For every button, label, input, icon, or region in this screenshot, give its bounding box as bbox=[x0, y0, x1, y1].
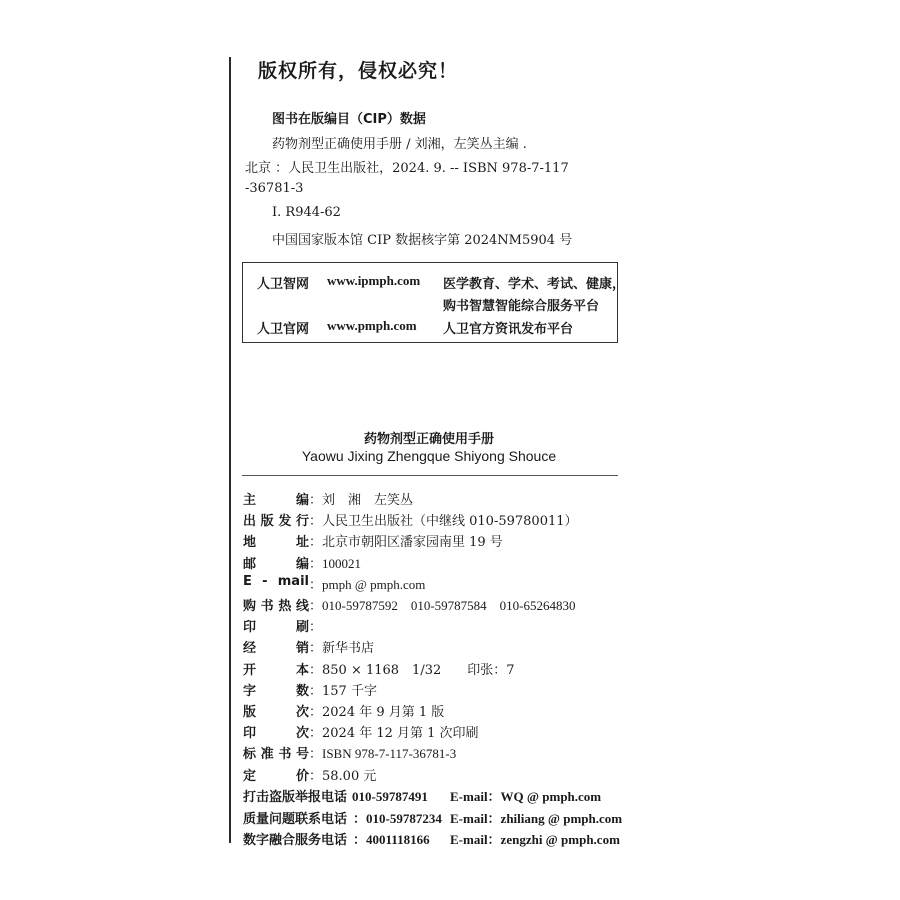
label-char: 址 bbox=[295, 535, 309, 551]
label-char: 印 bbox=[243, 726, 257, 742]
contact-email: E-mail：WQ @ pmph.com bbox=[450, 789, 602, 804]
contact-email: E-mail：zengzhi @ pmph.com bbox=[450, 832, 620, 847]
colophon-value: ：人民卫生出版社（中继线 010-59780011） bbox=[309, 514, 578, 530]
colophon-value: ：ISBN 978-7-117-36781-3 bbox=[309, 746, 457, 762]
colophon-label bbox=[243, 553, 309, 572]
site1-url[interactable]: www.ipmph.com bbox=[327, 273, 421, 288]
book-title-pinyin: Yaowu Jixing Zhengque Shiyong Shouce bbox=[301, 448, 557, 464]
site1-desc-2: 购书智慧智能综合服务平台 bbox=[443, 299, 600, 314]
label-char: 印 bbox=[243, 620, 257, 636]
label-char: 数 bbox=[295, 683, 309, 699]
label-char: 号 bbox=[295, 747, 309, 763]
label-char: - bbox=[262, 573, 268, 589]
label-char: 销 bbox=[295, 641, 309, 657]
label-char: 刷 bbox=[295, 620, 309, 636]
label-char: 价 bbox=[295, 768, 309, 784]
label-char: 定 bbox=[243, 768, 257, 784]
colophon-label bbox=[243, 510, 309, 529]
cip-title: 图书在版编目（CIP）数据 bbox=[272, 112, 426, 127]
colophon-value: ：pmph @ pmph.com bbox=[309, 576, 426, 592]
colophon-label bbox=[243, 701, 309, 720]
label-char: 开 bbox=[243, 662, 257, 678]
contact-phone: ：010-59787234 bbox=[353, 810, 442, 826]
colophon-label bbox=[243, 616, 309, 635]
label-char: 书 bbox=[260, 599, 274, 614]
copyright-notice: 版权所有，侵权必究！ bbox=[258, 60, 459, 82]
label-char: 地 bbox=[243, 535, 257, 551]
label-char: 标 bbox=[243, 747, 257, 763]
cip-line-1: 药物剂型正确使用手册 / 刘湘，左笑丛主编 . bbox=[272, 137, 527, 152]
label-char: 主 bbox=[243, 493, 257, 508]
colophon-value: ：刘 湘 左笑丛 bbox=[309, 493, 414, 508]
cip-line-3: -36781-3 bbox=[245, 181, 304, 196]
label-char: 经 bbox=[243, 641, 257, 657]
cip-line-5: 中国国家版本馆 CIP 数据核字第 2024NM5904 号 bbox=[272, 233, 573, 248]
label-char: 发 bbox=[278, 514, 292, 530]
colophon-label bbox=[243, 595, 309, 614]
cip-line-2: 北京 ：人民卫生出版社，2024. 9. -- ISBN 978-7-117 bbox=[245, 161, 569, 176]
colophon-label bbox=[243, 489, 309, 508]
site2-url[interactable]: www.pmph.com bbox=[327, 318, 417, 333]
colophon-label bbox=[243, 637, 309, 656]
label-char: 版 bbox=[243, 705, 257, 720]
colophon-value: ：157 千字 bbox=[309, 683, 377, 699]
site1-name: 人卫智网 bbox=[257, 277, 310, 292]
contact-label: 数字融合服务电话 bbox=[243, 833, 348, 848]
contact-label: 质量问题联系电话 bbox=[243, 811, 348, 827]
contact-phone: ：010-59787491 bbox=[339, 789, 428, 804]
website-info-box bbox=[242, 262, 626, 343]
colophon-label bbox=[243, 659, 309, 678]
contact-email: E-mail：zhiliang @ pmph.com bbox=[450, 810, 623, 826]
label-char: 编 bbox=[295, 556, 309, 572]
label-char: 本 bbox=[295, 662, 309, 678]
colophon-value: ：58.00 元 bbox=[309, 768, 377, 784]
label-char: mail bbox=[277, 573, 309, 589]
label-char: 出 bbox=[243, 514, 257, 530]
colophon-label bbox=[243, 531, 309, 550]
label-char: 热 bbox=[278, 599, 292, 614]
colophon-label bbox=[243, 722, 309, 741]
contact-phone: ：4001118166 bbox=[353, 832, 430, 847]
site1-desc-1: 医学教育、学术、考试、健康， bbox=[443, 277, 626, 292]
colophon-value: ：010-59787592 010-59787584 010-65264830 bbox=[309, 598, 576, 613]
label-char: 准 bbox=[260, 747, 274, 763]
colophon-label bbox=[243, 765, 309, 784]
colophon-value: ： bbox=[309, 619, 323, 635]
colophon-value: ：北京市朝阳区潘家园南里 19 号 bbox=[309, 535, 503, 551]
colophon-value: ：2024 年 12 月第 1 次印刷 bbox=[309, 726, 479, 742]
label-char: 购 bbox=[243, 599, 257, 614]
label-char: 邮 bbox=[243, 556, 257, 572]
label-char: 次 bbox=[295, 705, 309, 720]
site2-name: 人卫官网 bbox=[257, 322, 310, 337]
colophon-value: ：2024 年 9 月第 1 版 bbox=[309, 705, 445, 720]
contact-label: 打击盗版举报电话 bbox=[243, 790, 348, 805]
divider bbox=[242, 475, 618, 476]
label-char: 字 bbox=[243, 683, 257, 699]
colophon-value: ：新华书店 bbox=[309, 641, 375, 657]
label-char: 行 bbox=[295, 514, 309, 530]
label-char: E bbox=[243, 573, 252, 589]
cip-line-4: Ⅰ. R944-62 bbox=[272, 205, 341, 220]
label-char: 版 bbox=[260, 514, 274, 530]
label-char: 次 bbox=[295, 726, 309, 742]
colophon-label bbox=[243, 574, 309, 589]
colophon-label bbox=[243, 743, 309, 762]
colophon-value: ：850 × 1168 1/32 印张：7 bbox=[309, 662, 515, 678]
label-char: 书 bbox=[278, 747, 292, 763]
book-title-chinese: 药物剂型正确使用手册 bbox=[363, 432, 494, 447]
label-char: 线 bbox=[295, 599, 309, 614]
colophon-label bbox=[243, 680, 309, 699]
site2-desc: 人卫官方资讯发布平台 bbox=[443, 322, 574, 337]
label-char: 编 bbox=[295, 493, 309, 508]
margin-rule bbox=[229, 57, 231, 843]
colophon-value: ：100021 bbox=[309, 555, 362, 571]
